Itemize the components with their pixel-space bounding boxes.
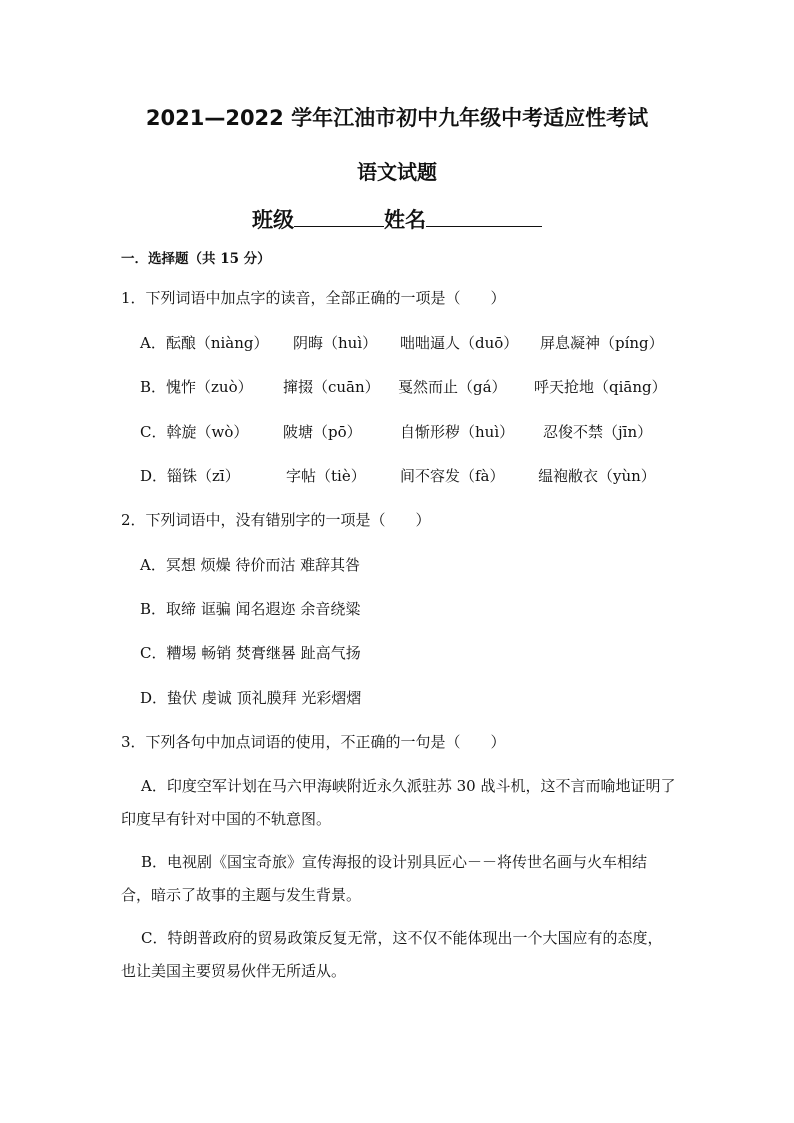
q2-option-a: A．冥想 烦燥 待价而沽 难辞其咎 [140, 556, 361, 574]
q1-option-b-item-1: B．愧怍（zuò） [140, 378, 253, 396]
q1-option-b-item-3: 戛然而止（gá） [398, 378, 507, 396]
q1-option-a-item-3: 咄咄逼人（duō） [400, 334, 519, 352]
q2-option-d: D．蛰伏 虔诚 顶礼膜拜 光彩熠熠 [140, 689, 362, 707]
q1-option-d-item-1: D．锱铢（zī） [140, 467, 240, 485]
q1-option-d-item-3: 间不容发（fà） [400, 467, 505, 485]
class-blank [294, 225, 384, 227]
class-label: 班级 [252, 208, 294, 232]
q1-option-b-item-2: 撺掇（cuān） [283, 378, 380, 396]
q1-option-d-item-4: 缊袍敝衣（yùn） [538, 467, 656, 485]
name-label: 姓名 [384, 208, 426, 232]
q3-option-b: B．电视剧《国宝奇旅》宣传海报的设计别具匠心－－将传世名画与火车相结合，暗示了故事的主题与发生背景。 [121, 853, 648, 904]
q1-option-c-item-4: 忍俊不禁（jīn） [543, 423, 653, 441]
q1-option-d-item-2: 字帖（tiè） [286, 467, 366, 485]
question-1-stem: 1．下列词语中加点字的读音，全部正确的一项是（ ） [121, 289, 506, 307]
q1-option-c-item-3: 自惭形秽（huì） [400, 423, 515, 441]
q3-option-a: A．印度空军计划在马六甲海峡附近永久派驻苏 30 战斗机，这不言而喻地证明了印度早有针对中国的不轨意图。 [121, 777, 676, 828]
question-2-stem: 2．下列词语中，没有错别字的一项是（ ） [121, 511, 431, 529]
q1-option-a-item-2: 阴晦（huì） [293, 334, 378, 352]
q1-option-a-item-4: 屏息凝神（píng） [540, 334, 664, 352]
name-blank [426, 225, 542, 227]
q2-option-c: C．糟埸 畅销 焚膏继晷 趾高气扬 [140, 644, 361, 662]
q1-option-a-item-1: A．酝酿（niàng） [140, 334, 269, 352]
student-info-line [0, 204, 794, 234]
q2-option-b: B．取缔 诓骗 闻名遐迩 余音绕粱 [140, 600, 361, 618]
exam-subtitle: 语文试题 [357, 160, 437, 184]
q1-option-c-item-1: C．斡旋（wò） [140, 423, 249, 441]
question-3-stem: 3．下列各句中加点词语的使用，不正确的一句是（ ） [121, 733, 506, 751]
q3-option-c: C．特朗普政府的贸易政策反复无常，这不仅不能体现出一个大国应有的态度，也让美国主要贸易伙伴无所适从。 [121, 929, 663, 980]
section-heading: 一．选择题（共 15 分） [121, 251, 271, 267]
q1-option-c-item-2: 陂塘（pō） [283, 423, 362, 441]
exam-title: 2021—2022 学年江油市初中九年级中考适应性考试 [145, 106, 649, 130]
q1-option-b-item-4: 呼天抢地（qiāng） [534, 378, 667, 396]
